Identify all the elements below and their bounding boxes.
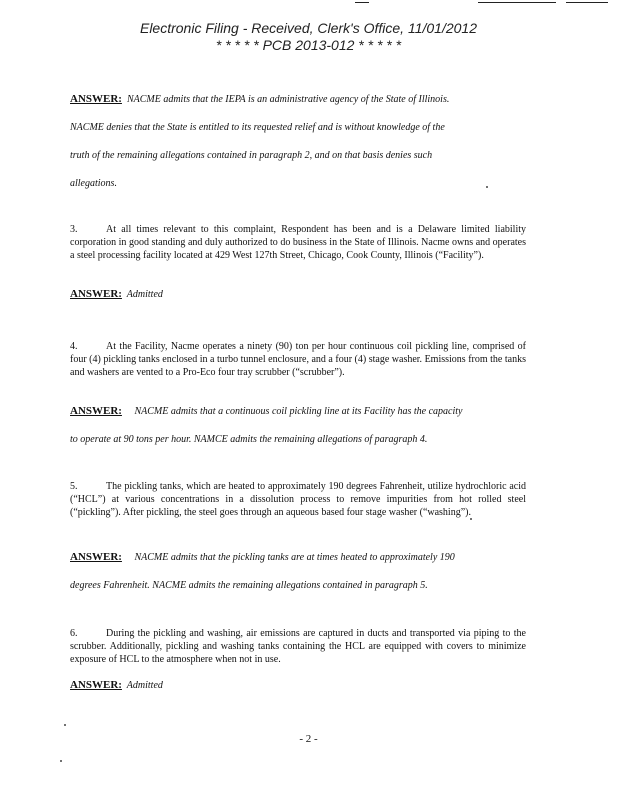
answer-label: ANSWER: (70, 405, 122, 417)
paragraph-6: 6. During the pickling and washing, air emissions are captured in ducts and transported via piping to the scrubber. Additionally, pickling and washing tanks containing the HCL are equipped with covers to minimize exposure of HCL to the atmosphere when not in use. (70, 628, 526, 666)
answer-paragraph-5 (70, 543, 540, 600)
paragraph-number: 6. (70, 628, 78, 639)
paragraph-5: 5. The pickling tanks, which are heated to approximately 190 degrees Fahrenheit, utilize hydrochloric acid (“HCL”) at various concentrations in a dissolution process to remove impurities from hot rolled steel (“pickling”). After pickling, the steel goes through an aqueous based four stage washer (“washing”). (70, 481, 526, 519)
answer-paragraph-3: ANSWER: Admitted (70, 288, 163, 300)
scan-speck (60, 760, 62, 762)
paragraph-4: 4. At the Facility, Nacme operates a ninety (90) ton per hour continuous coil pickling line, comprised of four (4) pickling tanks enclosed in a turbo tunnel enclosure, and a four (4) stage washer. Emissions from the tanks and washers are vented to a Pro-Eco four tray scrubber (“scrubber”). (70, 341, 526, 379)
scan-artifact-line (478, 2, 556, 3)
answer-line: ANSWER: NACME admits that the IEPA is an administrative agency of the State of Illinois. (70, 93, 450, 105)
answer-paragraph-2 (70, 85, 540, 198)
answer-paragraph-4 (70, 397, 540, 454)
case-number-stamp: * * * * * PCB 2013-012 * * * * * (215, 37, 402, 53)
scan-artifact-line (566, 2, 608, 3)
paragraph-number: 4. (70, 341, 78, 352)
answer-line: ANSWER: NACME admits that the pickling tanks are at times heated to approximately 190 (70, 551, 455, 563)
answer-paragraph-6: ANSWER: Admitted (70, 679, 163, 691)
scan-artifact-line (355, 2, 369, 3)
scan-speck (64, 724, 66, 726)
scan-speck (470, 518, 472, 520)
answer-label: ANSWER: (70, 551, 122, 563)
answer-line: allegations. (70, 178, 117, 189)
paragraph-3: 3. At all times relevant to this complaint, Respondent has been and is a Delaware limited liability corporation in good standing and duly authorized to do business in the State of Illinois. Nacme owns and operates a steel processing facility located at 429 West 127th Street, Chicago, Cook County, Illinois (“Facility”). (70, 224, 526, 262)
answer-line: NACME denies that the State is entitled to its requested relief and is without knowledge of the (70, 122, 445, 133)
answer-label: ANSWER: (70, 93, 122, 105)
answer-label: ANSWER: (70, 679, 122, 691)
answer-line: degrees Fahrenheit. NACME admits the remaining allegations contained in paragraph 5. (70, 580, 428, 591)
paragraph-number: 5. (70, 481, 78, 492)
answer-label: ANSWER: (70, 288, 122, 300)
scan-speck (486, 186, 488, 188)
answer-line: to operate at 90 tons per hour. NAMCE admits the remaining allegations of paragraph 4. (70, 434, 428, 445)
page-number: - 2 - (299, 733, 318, 745)
filing-stamp-line: Electronic Filing - Received, Clerk's Office, 11/01/2012 (139, 20, 477, 36)
paragraph-number: 3. (70, 224, 78, 235)
answer-line: ANSWER: NACME admits that a continuous coil pickling line at its Facility has the capacity (70, 405, 463, 417)
answer-line: truth of the remaining allegations contained in paragraph 2, and on that basis denies such (70, 150, 433, 161)
